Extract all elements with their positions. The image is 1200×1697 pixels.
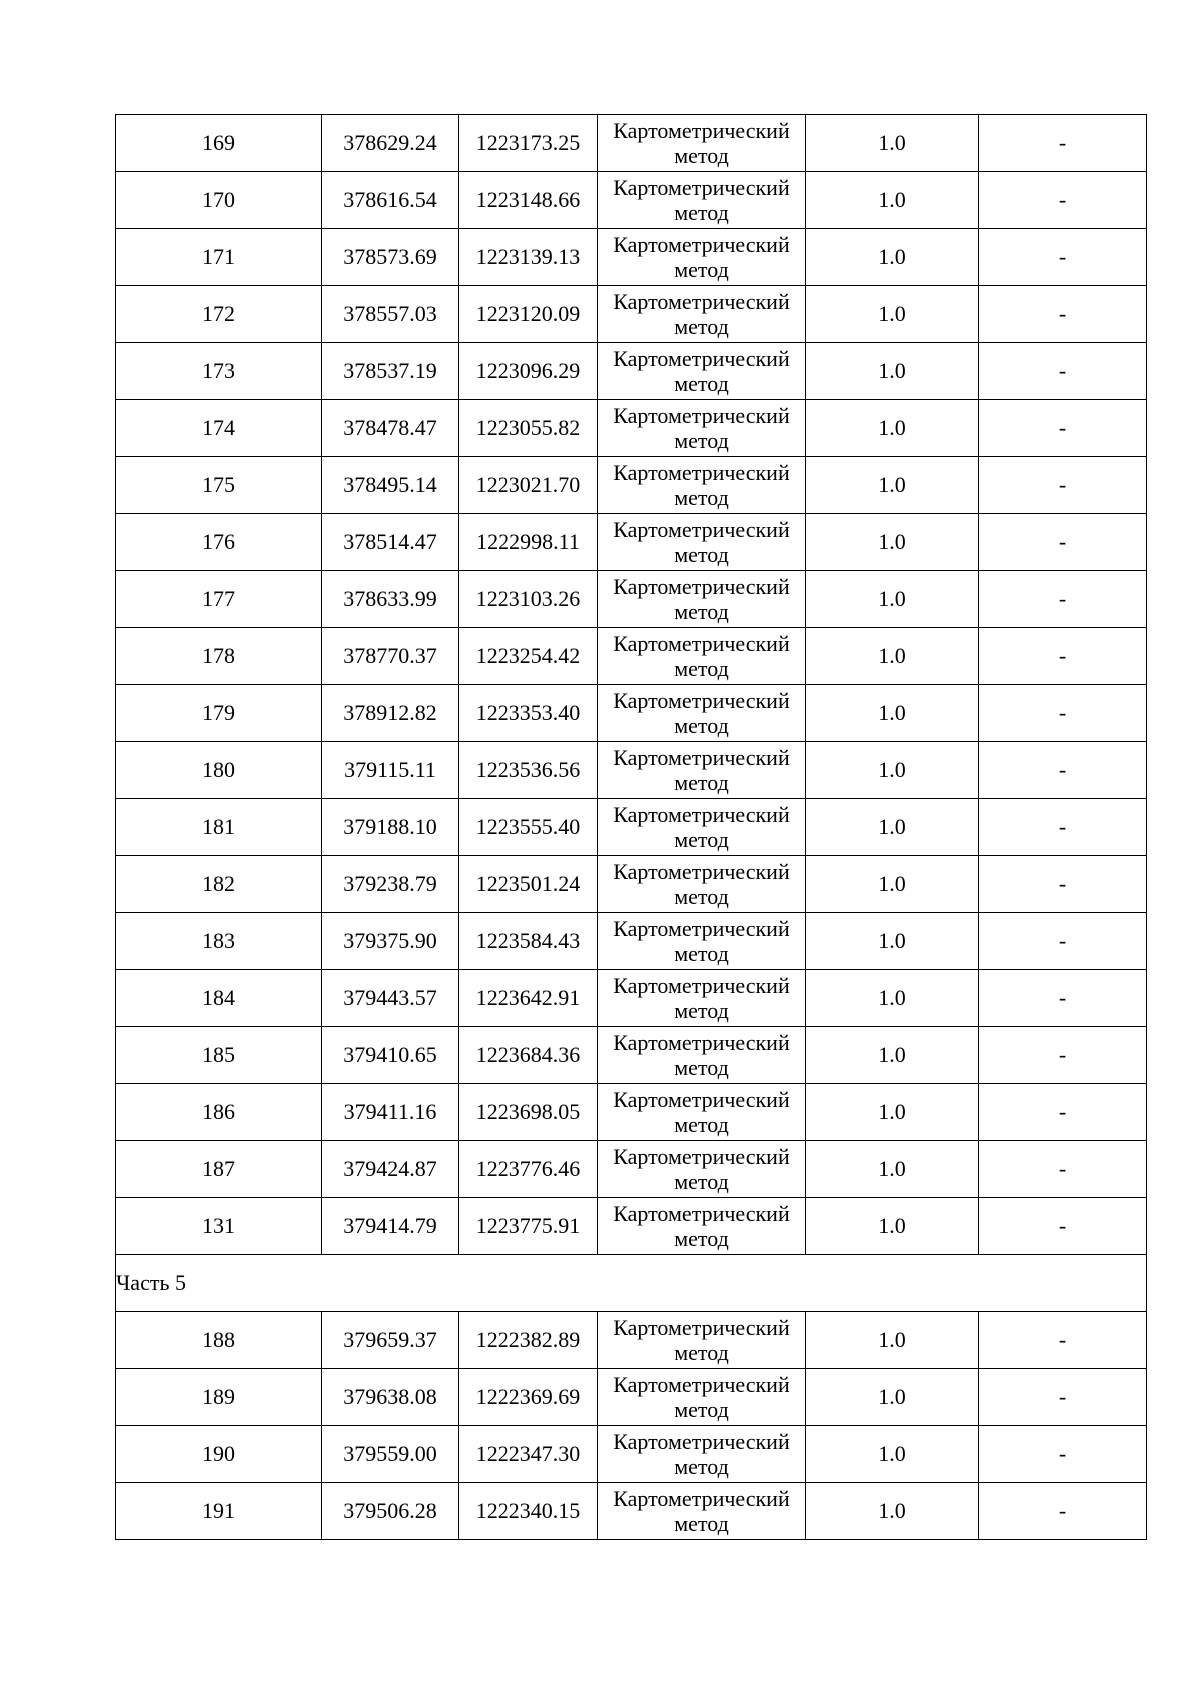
y-coordinate-cell: 1223139.13 <box>459 229 598 286</box>
y-coordinate-cell: 1223584.43 <box>459 913 598 970</box>
x-coordinate-cell: 378616.54 <box>322 172 459 229</box>
point-number-cell: 131 <box>116 1198 322 1255</box>
point-number-cell: 184 <box>116 970 322 1027</box>
table-row <box>116 1369 1147 1426</box>
y-coordinate-cell: 1222382.89 <box>459 1312 598 1369</box>
x-coordinate-cell: 378514.47 <box>322 514 459 571</box>
method-cell: Картометрический метод <box>598 1198 806 1255</box>
table-row <box>116 799 1147 856</box>
point-number-cell: 187 <box>116 1141 322 1198</box>
accuracy-cell: 1.0 <box>806 1369 979 1426</box>
accuracy-cell: 1.0 <box>806 400 979 457</box>
method-cell: Картометрический метод <box>598 742 806 799</box>
point-number-cell: 186 <box>116 1084 322 1141</box>
y-coordinate-cell: 1223536.56 <box>459 742 598 799</box>
x-coordinate-cell: 378478.47 <box>322 400 459 457</box>
note-cell: - <box>979 1369 1147 1426</box>
x-coordinate-cell: 378495.14 <box>322 457 459 514</box>
method-cell: Картометрический метод <box>598 172 806 229</box>
method-cell: Картометрический метод <box>598 1141 806 1198</box>
x-coordinate-cell: 378912.82 <box>322 685 459 742</box>
note-cell: - <box>979 685 1147 742</box>
table-row <box>116 1141 1147 1198</box>
table-row <box>116 571 1147 628</box>
point-number-cell: 188 <box>116 1312 322 1369</box>
method-cell: Картометрический метод <box>598 856 806 913</box>
method-cell: Картометрический метод <box>598 1369 806 1426</box>
accuracy-cell: 1.0 <box>806 913 979 970</box>
point-number-cell: 179 <box>116 685 322 742</box>
method-cell: Картометрический метод <box>598 628 806 685</box>
table-row <box>116 685 1147 742</box>
table-row <box>116 1198 1147 1255</box>
x-coordinate-cell: 378629.24 <box>322 115 459 172</box>
method-cell: Картометрический метод <box>598 286 806 343</box>
accuracy-cell: 1.0 <box>806 1426 979 1483</box>
note-cell: - <box>979 628 1147 685</box>
y-coordinate-cell: 1222347.30 <box>459 1426 598 1483</box>
x-coordinate-cell: 379411.16 <box>322 1084 459 1141</box>
point-number-cell: 176 <box>116 514 322 571</box>
accuracy-cell: 1.0 <box>806 514 979 571</box>
method-cell: Картометрический метод <box>598 1312 806 1369</box>
note-cell: - <box>979 1198 1147 1255</box>
x-coordinate-cell: 378633.99 <box>322 571 459 628</box>
accuracy-cell: 1.0 <box>806 1141 979 1198</box>
x-coordinate-cell: 379638.08 <box>322 1369 459 1426</box>
table-row <box>116 229 1147 286</box>
note-cell: - <box>979 799 1147 856</box>
x-coordinate-cell: 379410.65 <box>322 1027 459 1084</box>
note-cell: - <box>979 286 1147 343</box>
table-row <box>116 343 1147 400</box>
x-coordinate-cell: 378770.37 <box>322 628 459 685</box>
note-cell: - <box>979 457 1147 514</box>
note-cell: - <box>979 115 1147 172</box>
table-row <box>116 172 1147 229</box>
table-row <box>116 1084 1147 1141</box>
method-cell: Картометрический метод <box>598 1483 806 1540</box>
table-row <box>116 970 1147 1027</box>
y-coordinate-cell: 1222998.11 <box>459 514 598 571</box>
point-number-cell: 174 <box>116 400 322 457</box>
table-row <box>116 1483 1147 1540</box>
accuracy-cell: 1.0 <box>806 343 979 400</box>
note-cell: - <box>979 970 1147 1027</box>
note-cell: - <box>979 514 1147 571</box>
accuracy-cell: 1.0 <box>806 286 979 343</box>
note-cell: - <box>979 1084 1147 1141</box>
y-coordinate-cell: 1223555.40 <box>459 799 598 856</box>
y-coordinate-cell: 1223684.36 <box>459 1027 598 1084</box>
accuracy-cell: 1.0 <box>806 1084 979 1141</box>
x-coordinate-cell: 379188.10 <box>322 799 459 856</box>
accuracy-cell: 1.0 <box>806 799 979 856</box>
y-coordinate-cell: 1223173.25 <box>459 115 598 172</box>
method-cell: Картометрический метод <box>598 1084 806 1141</box>
coordinates-table <box>115 114 1147 1540</box>
y-coordinate-cell: 1223096.29 <box>459 343 598 400</box>
note-cell: - <box>979 172 1147 229</box>
y-coordinate-cell: 1223501.24 <box>459 856 598 913</box>
table-row <box>116 115 1147 172</box>
y-coordinate-cell: 1222340.15 <box>459 1483 598 1540</box>
method-cell: Картометрический метод <box>598 571 806 628</box>
x-coordinate-cell: 379238.79 <box>322 856 459 913</box>
y-coordinate-cell: 1223254.42 <box>459 628 598 685</box>
note-cell: - <box>979 400 1147 457</box>
accuracy-cell: 1.0 <box>806 1198 979 1255</box>
accuracy-cell: 1.0 <box>806 742 979 799</box>
table-row <box>116 514 1147 571</box>
note-cell: - <box>979 913 1147 970</box>
note-cell: - <box>979 1483 1147 1540</box>
y-coordinate-cell: 1223353.40 <box>459 685 598 742</box>
table-row <box>116 913 1147 970</box>
x-coordinate-cell: 378557.03 <box>322 286 459 343</box>
x-coordinate-cell: 379115.11 <box>322 742 459 799</box>
x-coordinate-cell: 378537.19 <box>322 343 459 400</box>
point-number-cell: 172 <box>116 286 322 343</box>
y-coordinate-cell: 1223775.91 <box>459 1198 598 1255</box>
method-cell: Картометрический метод <box>598 229 806 286</box>
x-coordinate-cell: 379375.90 <box>322 913 459 970</box>
accuracy-cell: 1.0 <box>806 229 979 286</box>
table-row <box>116 742 1147 799</box>
table-row <box>116 1312 1147 1369</box>
method-cell: Картометрический метод <box>598 799 806 856</box>
note-cell: - <box>979 1027 1147 1084</box>
y-coordinate-cell: 1223148.66 <box>459 172 598 229</box>
method-cell: Картометрический метод <box>598 514 806 571</box>
accuracy-cell: 1.0 <box>806 685 979 742</box>
accuracy-cell: 1.0 <box>806 1483 979 1540</box>
coordinates-table-body <box>116 115 1147 1540</box>
method-cell: Картометрический метод <box>598 400 806 457</box>
y-coordinate-cell: 1223055.82 <box>459 400 598 457</box>
accuracy-cell: 1.0 <box>806 571 979 628</box>
accuracy-cell: 1.0 <box>806 457 979 514</box>
note-cell: - <box>979 343 1147 400</box>
method-cell: Картометрический метод <box>598 913 806 970</box>
y-coordinate-cell: 1223021.70 <box>459 457 598 514</box>
method-cell: Картометрический метод <box>598 1027 806 1084</box>
y-coordinate-cell: 1223698.05 <box>459 1084 598 1141</box>
note-cell: - <box>979 1141 1147 1198</box>
x-coordinate-cell: 379506.28 <box>322 1483 459 1540</box>
accuracy-cell: 1.0 <box>806 115 979 172</box>
point-number-cell: 190 <box>116 1426 322 1483</box>
point-number-cell: 182 <box>116 856 322 913</box>
section-row <box>116 1255 1147 1312</box>
accuracy-cell: 1.0 <box>806 628 979 685</box>
table-row <box>116 856 1147 913</box>
x-coordinate-cell: 379424.87 <box>322 1141 459 1198</box>
method-cell: Картометрический метод <box>598 115 806 172</box>
section-label: Часть 5 <box>116 1255 1147 1312</box>
y-coordinate-cell: 1223642.91 <box>459 970 598 1027</box>
accuracy-cell: 1.0 <box>806 856 979 913</box>
x-coordinate-cell: 378573.69 <box>322 229 459 286</box>
y-coordinate-cell: 1223776.46 <box>459 1141 598 1198</box>
accuracy-cell: 1.0 <box>806 970 979 1027</box>
point-number-cell: 171 <box>116 229 322 286</box>
point-number-cell: 191 <box>116 1483 322 1540</box>
note-cell: - <box>979 856 1147 913</box>
note-cell: - <box>979 229 1147 286</box>
table-row <box>116 1027 1147 1084</box>
point-number-cell: 183 <box>116 913 322 970</box>
point-number-cell: 169 <box>116 115 322 172</box>
point-number-cell: 181 <box>116 799 322 856</box>
y-coordinate-cell: 1223120.09 <box>459 286 598 343</box>
method-cell: Картометрический метод <box>598 457 806 514</box>
table-row <box>116 286 1147 343</box>
point-number-cell: 173 <box>116 343 322 400</box>
note-cell: - <box>979 1426 1147 1483</box>
x-coordinate-cell: 379559.00 <box>322 1426 459 1483</box>
accuracy-cell: 1.0 <box>806 1027 979 1084</box>
point-number-cell: 170 <box>116 172 322 229</box>
x-coordinate-cell: 379659.37 <box>322 1312 459 1369</box>
point-number-cell: 185 <box>116 1027 322 1084</box>
table-row <box>116 400 1147 457</box>
y-coordinate-cell: 1222369.69 <box>459 1369 598 1426</box>
method-cell: Картометрический метод <box>598 970 806 1027</box>
point-number-cell: 178 <box>116 628 322 685</box>
method-cell: Картометрический метод <box>598 1426 806 1483</box>
accuracy-cell: 1.0 <box>806 1312 979 1369</box>
note-cell: - <box>979 571 1147 628</box>
accuracy-cell: 1.0 <box>806 172 979 229</box>
point-number-cell: 180 <box>116 742 322 799</box>
point-number-cell: 189 <box>116 1369 322 1426</box>
method-cell: Картометрический метод <box>598 343 806 400</box>
note-cell: - <box>979 1312 1147 1369</box>
y-coordinate-cell: 1223103.26 <box>459 571 598 628</box>
table-row <box>116 457 1147 514</box>
note-cell: - <box>979 742 1147 799</box>
method-cell: Картометрический метод <box>598 685 806 742</box>
x-coordinate-cell: 379443.57 <box>322 970 459 1027</box>
table-row <box>116 1426 1147 1483</box>
point-number-cell: 175 <box>116 457 322 514</box>
table-row <box>116 628 1147 685</box>
point-number-cell: 177 <box>116 571 322 628</box>
x-coordinate-cell: 379414.79 <box>322 1198 459 1255</box>
